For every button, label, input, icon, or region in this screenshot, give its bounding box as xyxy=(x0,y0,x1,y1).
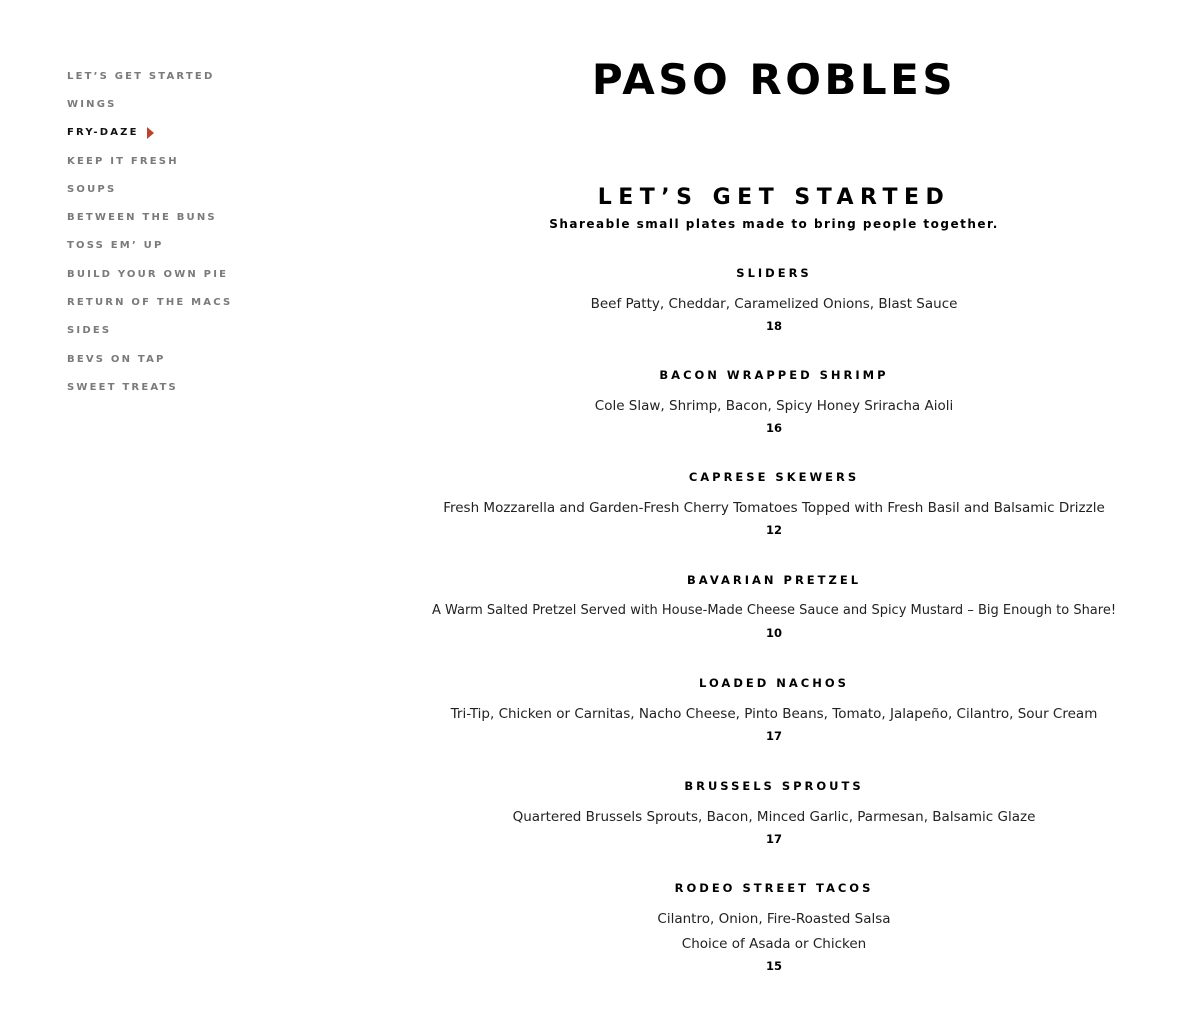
item-description: Cole Slaw, Shrimp, Bacon, Spicy Honey Sriracha Aioli xyxy=(594,398,954,414)
item-name: CAPRESE SKEWERS xyxy=(688,470,860,484)
item-description: Fresh Mozzarella and Garden-Fresh Cherry Tomatoes Topped with Fresh Basil and Balsamic Drizzle xyxy=(443,500,1105,516)
menu-category-nav xyxy=(67,62,307,402)
item-description: Quartered Brussels Sprouts, Bacon, Minced Garlic, Parmesan, Balsamic Glaze xyxy=(512,809,1036,825)
item-name: RODEO STREET TACOS xyxy=(674,881,874,895)
menu-item-rodeo-street-tacos xyxy=(400,879,1148,973)
nav-item-label: BUILD YOUR OWN PIE xyxy=(67,268,229,280)
item-description-line-2: Choice of Asada or Chicken xyxy=(681,936,867,952)
nav-item-label: KEEP IT FRESH xyxy=(67,155,179,167)
nav-item-fry-daze[interactable] xyxy=(67,119,307,147)
nav-item-label: FRY-DAZE xyxy=(67,127,139,139)
nav-item-label: BETWEEN THE BUNS xyxy=(67,212,217,224)
menu-item-brussels-sprouts xyxy=(400,777,1148,846)
menu-item-caprese-skewers xyxy=(400,468,1148,537)
item-name: BACON WRAPPED SHRIMP xyxy=(659,368,889,382)
item-price: 17 xyxy=(765,729,782,743)
item-name: BRUSSELS SPROUTS xyxy=(684,779,864,793)
section-heading: LET’S GET STARTED xyxy=(597,185,951,210)
menu-item-bacon-wrapped-shrimp xyxy=(400,366,1148,435)
nav-item-label: BEVS ON TAP xyxy=(67,353,166,365)
item-description: Cilantro, Onion, Fire-Roasted Salsa xyxy=(657,911,891,927)
item-price: 10 xyxy=(765,626,782,640)
nav-item-soups[interactable] xyxy=(67,175,307,203)
section-subtitle: Shareable small plates made to bring people together. xyxy=(549,217,999,231)
item-price: 15 xyxy=(765,959,782,973)
nav-item-label: SOUPS xyxy=(67,183,117,195)
menu-item-bavarian-pretzel xyxy=(400,571,1148,640)
nav-item-label: LET’S GET STARTED xyxy=(67,70,215,82)
menu-item-sliders xyxy=(400,264,1148,333)
location-title: PASO ROBLES xyxy=(591,55,957,104)
nav-item-between-the-buns[interactable] xyxy=(67,203,307,231)
item-name: LOADED NACHOS xyxy=(699,676,849,690)
nav-item-lets-get-started[interactable] xyxy=(67,62,307,90)
menu-item-loaded-nachos xyxy=(400,674,1148,743)
item-price: 17 xyxy=(765,832,782,846)
nav-item-build-your-own-pie[interactable] xyxy=(67,260,307,288)
item-price: 12 xyxy=(765,523,782,537)
nav-item-label: SWEET TREATS xyxy=(67,381,178,393)
nav-item-label: TOSS EM’ UP xyxy=(67,240,164,252)
item-description: Tri-Tip, Chicken or Carnitas, Nacho Cheese, Pinto Beans, Tomato, Jalapeño, Cilantro, Sour Cream xyxy=(450,706,1098,722)
item-price: 18 xyxy=(765,319,782,333)
item-price: 16 xyxy=(765,421,782,435)
nav-item-label: RETURN OF THE MACS xyxy=(67,297,233,309)
nav-item-sides[interactable] xyxy=(67,317,307,345)
item-description: Beef Patty, Cheddar, Caramelized Onions, Blast Sauce xyxy=(590,296,958,312)
nav-item-label: SIDES xyxy=(67,325,112,337)
nav-item-keep-it-fresh[interactable] xyxy=(67,147,307,175)
nav-item-sweet-treats[interactable] xyxy=(67,373,307,401)
item-description: A Warm Salted Pretzel Served with House-Made Cheese Sauce and Spicy Mustard – Big Enough to Share! xyxy=(431,603,1117,618)
nav-item-wings[interactable] xyxy=(67,90,307,118)
item-name: BAVARIAN PRETZEL xyxy=(686,573,862,587)
active-arrow-icon xyxy=(147,127,154,139)
nav-item-label: WINGS xyxy=(67,98,117,110)
nav-item-return-of-the-macs[interactable] xyxy=(67,288,307,316)
nav-item-toss-em-up[interactable] xyxy=(67,232,307,260)
nav-item-bevs-on-tap[interactable] xyxy=(67,345,307,373)
item-name: SLIDERS xyxy=(736,266,812,280)
